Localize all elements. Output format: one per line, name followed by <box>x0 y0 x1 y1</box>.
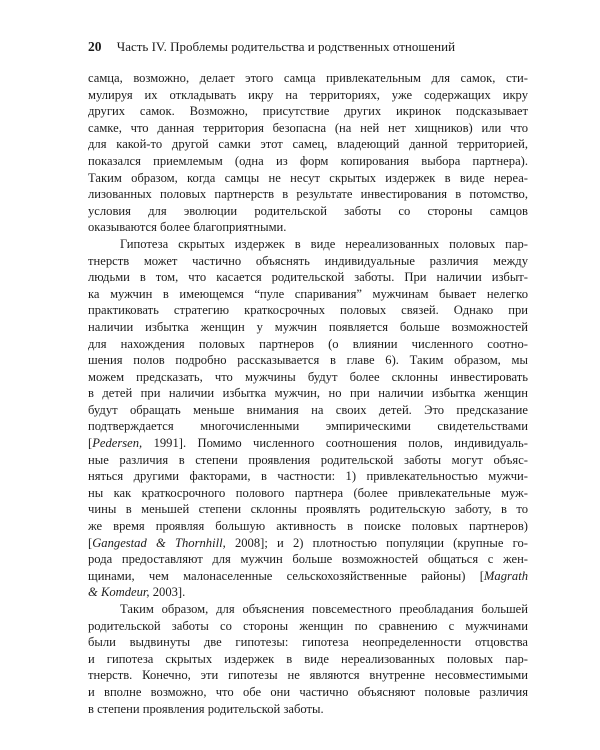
page-number: 20 <box>88 39 102 54</box>
text-line: практиковать стратегию краткосрочных половых связей. Однако при <box>88 303 528 318</box>
text-line: же время проявляя большую активность в поиске половых партнеров) <box>88 519 528 534</box>
text-line: в степени проявления родительской заботы. <box>88 701 324 716</box>
text-line: можем предсказать, что мужчины будут более склонны инвестировать <box>88 369 528 384</box>
text-line: ны как краткосрочного полового партнера (более привлекательные муж- <box>88 485 528 500</box>
paragraph <box>88 236 528 601</box>
text-line: и вполне возможно, что обе они частично объясняют половые различия <box>88 684 528 699</box>
text-line: родительской заботы со стороны женщин по сравнению с мужчинами <box>88 618 528 633</box>
text-line: для нахождения половых партнеров (о влиянии численного соотно- <box>88 336 528 351</box>
text-line: ка мужчин в имеющемся “пуле спаривания” мужчинам бывает нелегко <box>88 286 528 301</box>
text-line: лизованных половых партнерств в результате инвестирования в потомство, <box>88 187 528 202</box>
text-line: наличии избытка женщин у мужчин появляется больше возможностей <box>88 319 528 334</box>
text-line: няться другими факторами, в частности: 1) привлекательностью мужчи- <box>88 469 528 484</box>
text-line: показался приемлемым (одна из форм копирования выбора партнера). <box>88 153 528 168</box>
text-line: самца, возможно, делает этого самца привлекательным для самок, сти- <box>88 71 528 85</box>
text-line: ные различия в степени проявления родительской заботы могут объяс- <box>88 452 528 467</box>
paragraph <box>88 601 528 717</box>
text-line: тнерств может частично объяснять индивидуальные различия между <box>88 253 528 268</box>
text-line: оказываются более благоприятными. <box>88 220 287 235</box>
text-line: были выдвинуты две гипотезы: гипотеза неопределенности отцовства <box>88 635 528 650</box>
text-line: шения полов подробно рассказывается в главе 6). Таким образом, мы <box>88 353 528 368</box>
text-line: людьми в том, что касается родительской заботы. При наличии избыт- <box>88 270 528 285</box>
text-line: условия для эволюции родительской заботы со стороны самцов <box>88 203 528 218</box>
text-line: чины в меньшей степени склонны проявлять родительскую заботу, в то <box>88 502 528 517</box>
text-line: Таким образом, для объяснения повсеместного преобладания большей <box>120 602 528 616</box>
running-head <box>88 38 528 56</box>
text-line: и гипотеза скрытых издержек в виде нереализованных половых пар- <box>88 651 528 666</box>
text-line: мулируя их откладывать икру на территориях, уже содержащих икру <box>88 87 528 102</box>
text-line: Таким образом, когда самцы не несут скрытых издержек в виде нереа- <box>88 170 528 185</box>
text-line: подтверждается многочисленными эмпирическими свидетельствами <box>88 419 528 434</box>
text-line: для какой-то другой самки этот самец, владеющий данной территорией, <box>88 137 528 152</box>
text-line: будут обращать меньше внимания на своих детей. Это предсказание <box>88 402 528 417</box>
text-line: & Komdeur, 2003]. <box>88 585 186 600</box>
text-line: других самок. Возможно, присутствие других икринок подсказывает <box>88 104 528 119</box>
text-line: Гипотеза скрытых издержек в виде нереализованных половых пар- <box>120 236 528 251</box>
text-line: самке, что данная территория безопасна (на ней нет хищников) или что <box>88 120 528 135</box>
text-line: в детей при наличии избытка мужчин, но при наличии избытка женщин <box>88 386 528 401</box>
text-line: рода предоставляют для мужчин больше возможностей общаться с жен- <box>88 552 528 567</box>
text-line: [Pedersen, 1991]. Помимо численного соотношения полов, индивидуаль- <box>88 436 528 451</box>
chapter-title: Часть IV. Проблемы родительства и родственных отношений <box>116 39 456 54</box>
text-line: щинами, чем малонаселенные сельскохозяйственные районы) [Magrath <box>88 568 528 583</box>
text-line: [Gangestad & Thornhill, 2008]; и 2) плотностью популяции (крупные го- <box>88 535 528 550</box>
paragraph <box>88 70 528 236</box>
body-text <box>88 70 528 717</box>
text-line: тнерств. Конечно, эти гипотезы не являются внутренне несовместимыми <box>88 668 528 683</box>
